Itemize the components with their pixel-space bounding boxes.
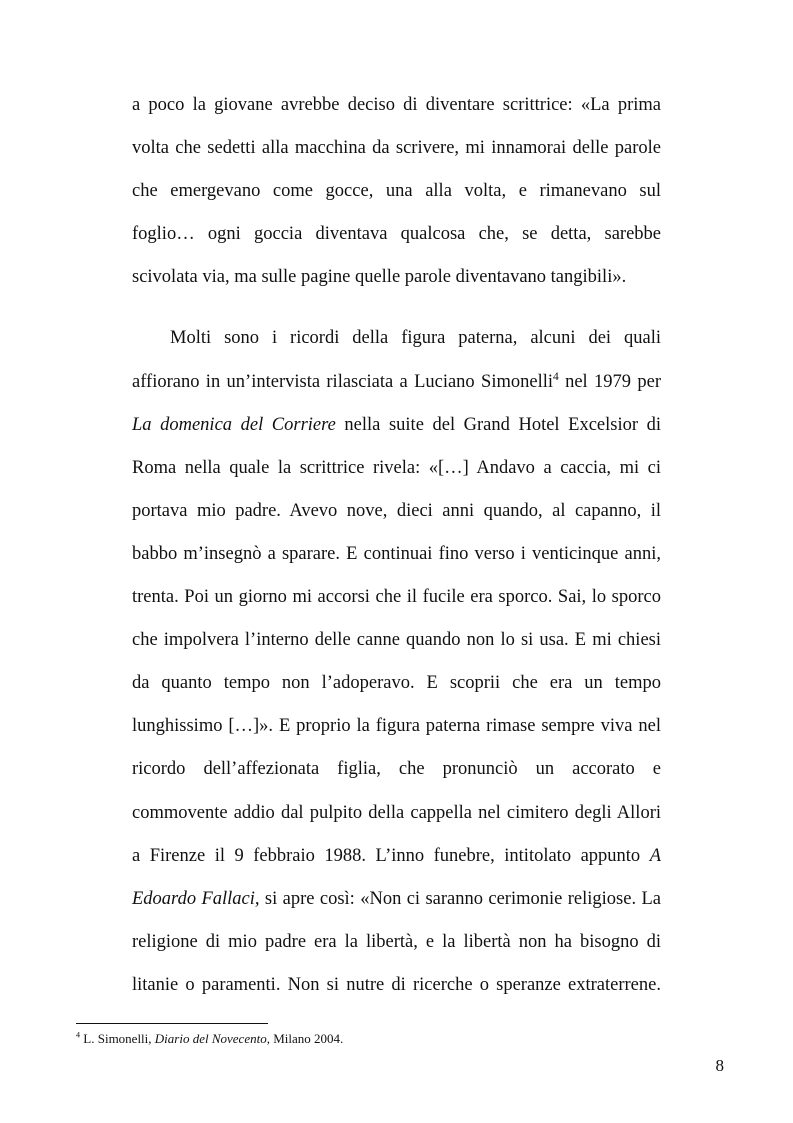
- text-line: lunghissimo […]». E proprio la figura paterna rimase sempre viva nel: [132, 716, 661, 737]
- text-line: religione di mio padre era la libertà, e la libertà non ha bisogno di: [132, 931, 661, 952]
- text-line: Roma nella quale la scrittrice rivela: «[…] Andavo a caccia, mi ci: [132, 457, 661, 478]
- text-line: [132, 361, 661, 404]
- text-line: trenta. Poi un giorno mi accorsi che il fucile era sporco. Sai, lo sporco: [132, 587, 661, 608]
- text-line: litanie o paramenti. Non si nutre di ricerche o speranze extraterrene.: [132, 974, 661, 995]
- text-run: affiorano in un’intervista rilasciata a Luciano Simonelli: [132, 371, 553, 392]
- main-text: [132, 84, 661, 1007]
- page-number: 8: [715, 1056, 724, 1075]
- paragraph-1: [132, 84, 661, 299]
- paragraph-2: [132, 317, 661, 1007]
- italic-title: La domenica del Corriere: [132, 414, 336, 435]
- footnote-book-title: Diario del Novecento,: [154, 1031, 270, 1046]
- text-line: ricordo dell’affezionata figlia, che pronunciò un accorato e: [132, 759, 661, 780]
- text-line: [132, 404, 661, 447]
- paragraph-gap: [132, 299, 661, 317]
- text-line: commovente addio dal pulpito della cappella nel cimitero degli Allori: [132, 802, 661, 823]
- text-line: babbo m’insegnò a sparare. E continuai fino verso i venticinque anni,: [132, 543, 661, 564]
- footnote-number: 4: [76, 1030, 81, 1040]
- text-run: nella suite del Grand Hotel Excelsior di: [335, 414, 661, 435]
- footnote-text: L. Simonelli,: [80, 1031, 155, 1046]
- footnote-reference: 4: [552, 370, 559, 383]
- footnote-text: Milano 2004.: [269, 1031, 344, 1046]
- text-line: Molti sono i ricordi della figura paterna, alcuni dei quali: [170, 328, 661, 349]
- text-line: volta che sedetti alla macchina da scrivere, mi innamorai delle parole: [132, 138, 661, 159]
- text-line: scivolata via, ma sulle pagine quelle parole diventavano tangibili».: [132, 267, 627, 288]
- text-run: a Firenze il 9 febbraio 1988. L’inno funebre, intitolato appunto: [132, 845, 650, 866]
- text-line: [132, 835, 661, 878]
- text-run: si apre così: «Non ci saranno cerimonie religiose. La: [259, 888, 661, 909]
- text-line: [132, 878, 661, 921]
- text-line: a poco la giovane avrebbe deciso di diventare scrittrice: «La prima: [132, 95, 661, 115]
- text-line: foglio… ogni goccia diventava qualcosa che, se detta, sarebbe: [132, 224, 661, 245]
- text-line: che emergevano come gocce, una alla volta, e rimanevano sul: [132, 181, 661, 202]
- text-line: da quanto tempo non l’adoperavo. E scoprii che era un tempo: [132, 673, 661, 694]
- text-line: che impolvera l’interno delle canne quando non lo si usa. E mi chiesi: [132, 630, 661, 651]
- text-run: nel 1979 per: [558, 371, 661, 392]
- footnote-separator: [76, 1023, 268, 1024]
- footnote: [76, 1030, 716, 1048]
- italic-title: A: [649, 845, 661, 866]
- italic-title: Edoardo Fallaci,: [132, 888, 260, 909]
- text-line: portava mio padre. Avevo nove, dieci anni quando, al capanno, il: [132, 500, 661, 521]
